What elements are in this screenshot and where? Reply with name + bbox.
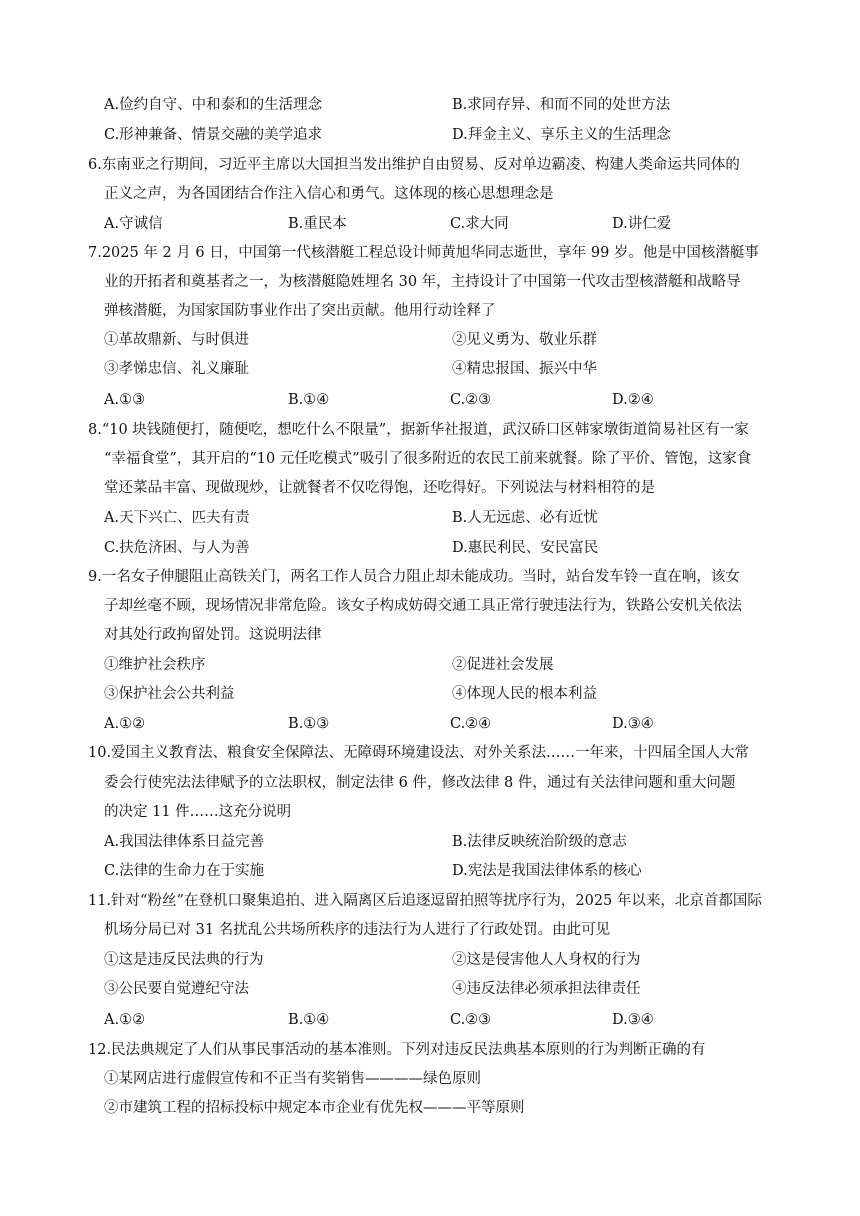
q7-item-1: ①革故鼎新、与时俱进 <box>104 332 249 348</box>
q9-item-3: ③保护社会公共利益 <box>104 686 235 702</box>
q11-option-a: A.①② <box>104 1012 146 1028</box>
q9-stem-line-3: 对其处行政拘留处罚。这说明法律 <box>104 627 322 643</box>
q7-item-3: ③孝悌忠信、礼义廉耻 <box>104 361 249 377</box>
q9-option-b: B.①③ <box>288 716 330 732</box>
q11-item-3: ③公民要自觉遵纪守法 <box>104 981 249 997</box>
q11-item-2: ②这是侵害他人人身权的行为 <box>452 952 641 968</box>
q7-item-4: ④精忠报国、振兴中华 <box>452 361 597 377</box>
q5-option-b: B.求同存异、和而不同的处世方法 <box>452 97 671 113</box>
q9-option-a: A.①② <box>104 716 146 732</box>
q5-option-d: D.拜金主义、享乐主义的生活理念 <box>452 127 671 143</box>
q7-item-2: ②见义勇为、敬业乐群 <box>452 332 597 348</box>
q10-stem-line-3: 的决定 11 件……这充分说明 <box>104 804 292 820</box>
q11-option-c: C.②③ <box>450 1012 492 1028</box>
q7-stem-line-3: 弹核潜艇，为国家国防事业作出了突出贡献。他用行动诠释了 <box>104 303 496 319</box>
q10-option-b: B.法律反映统治阶级的意志 <box>452 834 627 850</box>
q9-item-2: ②促进社会发展 <box>452 657 554 673</box>
q11-item-4: ④违反法律必须承担法律责任 <box>452 981 641 997</box>
q7-stem-line-1: 7.2025 年 2 月 6 日，中国第一代核潜艇工程总设计师黄旭华同志逝世，享年 99 岁。他是中国核潜艇事 <box>88 245 759 261</box>
q7-option-b: B.①④ <box>288 392 330 408</box>
q9-item-4: ④体现人民的根本利益 <box>452 686 597 702</box>
q10-stem-line-1: 10.爱国主义教育法、粮食安全保障法、无障碍环境建设法、对外关系法……一年来，十四届全国人大常 <box>88 745 750 761</box>
q6-option-b: B.重民本 <box>288 216 347 232</box>
q10-option-a: A.我国法律体系日益完善 <box>104 834 265 850</box>
q8-stem-line-1: 8.“10 块钱随便打，随便吃，想吃什么不限量”，据新华社报道，武汉硚口区韩家墩街道简易社区有一家 <box>88 422 749 438</box>
q10-option-d: D.宪法是我国法律体系的核心 <box>452 863 642 879</box>
q11-option-d: D.③④ <box>612 1012 654 1028</box>
q7-stem-line-2: 业的开拓者和奠基者之一，为核潜艇隐姓埋名 30 年，主持设计了中国第一代攻击型核潜艇和战略导 <box>104 274 741 290</box>
q10-stem-line-2: 委会行使宪法法律赋予的立法职权，制定法律 6 件，修改法律 8 件，通过有关法律问题和重大问题 <box>104 775 736 791</box>
q5-option-c: C.形神兼备、情景交融的美学追求 <box>104 127 323 143</box>
q10-option-c: C.法律的生命力在于实施 <box>104 863 265 879</box>
q8-option-d: D.惠民利民、安民富民 <box>452 540 599 556</box>
q6-option-d: D.讲仁爱 <box>612 216 672 232</box>
q8-option-a: A.天下兴亡、匹夫有责 <box>104 510 250 526</box>
q8-option-c: C.扶危济困、与人为善 <box>104 540 250 556</box>
q6-stem-line-1: 6.东南亚之行期间，习近平主席以大国担当发出维护自由贸易、反对单边霸凌、构建人类命运共同体的 <box>88 157 740 173</box>
q12-stem: 12.民法典规定了人们从事民事活动的基本准则。下列对违反民法典基本原则的行为判断正确的有 <box>88 1042 706 1058</box>
q11-stem-line-1: 11.针对“粉丝”在登机口聚集追拍、进入隔离区后追逐逗留拍照等扰序行为，2025 年以来，北京首都国际 <box>88 893 762 909</box>
q8-option-b: B.人无远虑、必有近忧 <box>452 510 598 526</box>
q12-item-1: ①某网店进行虚假宣传和不正当有奖销售————绿色原则 <box>104 1071 481 1087</box>
q11-option-b: B.①④ <box>288 1012 330 1028</box>
q7-option-a: A.①③ <box>104 392 146 408</box>
q6-option-c: C.求大同 <box>450 216 509 232</box>
q8-stem-line-2: “幸福食堂”，其开启的“10 元任吃模式”吸引了很多附近的农民工前来就餐。除了平价、管饱，这家食 <box>104 451 752 467</box>
q12-item-2: ②市建筑工程的招标投标中规定本市企业有优先权———平等原则 <box>104 1100 525 1116</box>
q7-option-c: C.②③ <box>450 392 492 408</box>
q8-stem-line-3: 堂还菜品丰富、现做现炒，让就餐者不仅吃得饱，还吃得好。下列说法与材料相符的是 <box>104 480 655 496</box>
q11-stem-line-2: 机场分局已对 31 名扰乱公共场所秩序的违法行为人进行了行政处罚。由此可见 <box>104 922 611 938</box>
q5-option-a: A.俭约自守、中和泰和的生活理念 <box>104 97 323 113</box>
q9-item-1: ①维护社会秩序 <box>104 657 206 673</box>
q9-stem-line-2: 子却丝毫不顾，现场情况非常危险。该女子构成妨碍交通工具正常行驶违法行为，铁路公安机关依法 <box>104 598 742 614</box>
q6-option-a: A.守诚信 <box>104 216 163 232</box>
q9-stem-line-1: 9.一名女子伸腿阻止高铁关门，两名工作人员合力阻止却未能成功。当时，站台发车铃一直在响，该女 <box>88 569 740 585</box>
q7-option-d: D.②④ <box>612 392 654 408</box>
q6-stem-line-2: 正义之声，为各国团结合作注入信心和勇气。这体现的核心思想理念是 <box>104 186 554 202</box>
q11-item-1: ①这是违反民法典的行为 <box>104 952 264 968</box>
q9-option-d: D.③④ <box>612 716 654 732</box>
q9-option-c: C.②④ <box>450 716 492 732</box>
